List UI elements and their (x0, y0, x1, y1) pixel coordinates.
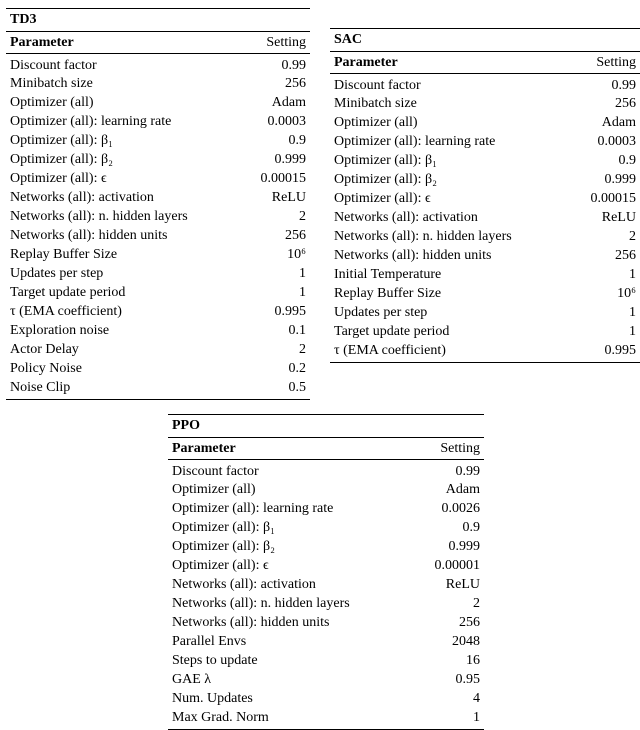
parameter-cell: Optimizer (all) (10, 95, 94, 111)
table-row (168, 594, 484, 613)
table-row (330, 95, 640, 114)
table-row (330, 303, 640, 322)
table-row (6, 264, 310, 283)
setting-cell: 0.9 (618, 153, 636, 169)
table-row (6, 75, 310, 94)
header-row (6, 32, 310, 54)
setting-cell: 1 (629, 304, 636, 320)
parameter-cell: Networks (all): hidden units (334, 248, 492, 264)
setting-cell: 1 (629, 267, 636, 283)
table-row (168, 556, 484, 575)
parameter-cell: GAE λ (172, 671, 212, 687)
table-row (6, 283, 310, 302)
table-row (6, 132, 310, 151)
parameter-cell: Optimizer (all): ϵ (10, 171, 107, 187)
parameter-cell: Optimizer (all): learning rate (10, 114, 172, 130)
table-row (168, 538, 484, 557)
parameter-cell: Networks (all): n. hidden layers (172, 596, 350, 612)
parameter-column-header: Parameter (330, 52, 572, 74)
table-row (6, 207, 310, 226)
table-row (6, 150, 310, 169)
parameter-cell: Replay Buffer Size (334, 285, 442, 301)
table-row (330, 170, 640, 189)
setting-cell: 16 (466, 653, 480, 669)
table-row (330, 284, 640, 303)
setting-cell: 0.99 (455, 463, 480, 479)
setting-cell: 1 (473, 709, 480, 725)
parameter-cell: Optimizer (all) (172, 482, 256, 498)
parameter-cell: Discount factor (334, 77, 421, 93)
table-row (6, 188, 310, 207)
setting-cell: 2 (629, 229, 636, 245)
setting-column-header: Setting (415, 438, 484, 460)
setting-cell: 0.999 (604, 172, 636, 188)
parameter-cell: Optimizer (all): β₁ (10, 133, 113, 149)
ppo-table-body (168, 460, 484, 730)
table-row (168, 460, 484, 481)
parameter-cell: Max Grad. Norm (172, 709, 269, 725)
setting-cell: 0.995 (274, 303, 306, 319)
setting-cell: 0.999 (448, 539, 480, 555)
setting-cell: ReLU (601, 210, 636, 226)
table-row (168, 708, 484, 729)
parameter-cell: Networks (all): hidden units (172, 615, 330, 631)
parameter-cell: Networks (all): activation (334, 210, 478, 226)
sac-table-body (330, 74, 640, 363)
setting-cell: 1 (299, 265, 306, 281)
parameter-cell: Networks (all): activation (10, 190, 154, 206)
setting-cell: 256 (615, 96, 636, 112)
parameter-cell: Steps to update (172, 653, 258, 669)
table-row (6, 169, 310, 188)
setting-cell: 256 (285, 76, 306, 92)
parameter-cell: Networks (all): activation (172, 577, 316, 593)
parameter-cell: Exploration noise (10, 322, 110, 338)
parameter-cell: Discount factor (172, 463, 259, 479)
parameter-cell: Optimizer (all): β₂ (334, 172, 437, 188)
setting-cell: 0.9 (288, 133, 306, 149)
td3-table-body (6, 54, 310, 400)
table-row (330, 322, 640, 341)
parameter-cell: Networks (all): n. hidden layers (10, 209, 188, 225)
sac-hyperparameters-table (330, 28, 640, 363)
parameter-cell: Initial Temperature (334, 267, 442, 283)
parameter-cell: Optimizer (all): β₁ (172, 520, 275, 536)
parameter-cell: Updates per step (334, 304, 428, 320)
setting-cell: Adam (271, 95, 306, 111)
setting-cell: 2 (473, 596, 480, 612)
parameter-cell: Policy Noise (10, 360, 82, 376)
setting-cell: 2 (299, 209, 306, 225)
setting-cell: 10⁶ (617, 285, 636, 301)
table-row (330, 208, 640, 227)
table-row (168, 500, 484, 519)
parameter-cell: Optimizer (all): ϵ (172, 558, 269, 574)
setting-cell: 0.2 (288, 360, 306, 376)
table-row (6, 340, 310, 359)
parameter-cell: Num. Updates (172, 690, 253, 706)
table-row (168, 613, 484, 632)
setting-cell: Adam (445, 482, 480, 498)
setting-cell: 0.00001 (434, 558, 480, 574)
table-row (330, 133, 640, 152)
ppo-table (168, 438, 484, 730)
table-row (168, 575, 484, 594)
parameter-column-header: Parameter (168, 438, 415, 460)
setting-cell: 0.00015 (260, 171, 306, 187)
setting-cell: 1 (299, 284, 306, 300)
table-row (168, 689, 484, 708)
table-row (6, 113, 310, 132)
parameter-cell: Optimizer (all): β₂ (10, 152, 113, 168)
parameter-cell: Networks (all): hidden units (10, 228, 168, 244)
table-row (330, 74, 640, 95)
setting-cell: 0.9 (462, 520, 480, 536)
parameter-cell: Replay Buffer Size (10, 247, 118, 263)
setting-cell: 0.00015 (590, 191, 636, 207)
parameter-cell: Optimizer (all): learning rate (172, 501, 334, 517)
table-row (6, 378, 310, 399)
table-row (168, 481, 484, 500)
setting-cell: 1 (629, 323, 636, 339)
table-row (330, 265, 640, 284)
setting-cell: 0.99 (281, 57, 306, 73)
parameter-column-header: Parameter (6, 32, 243, 54)
parameter-cell: Target update period (334, 323, 450, 339)
ppo-table-header (168, 438, 484, 460)
setting-cell: 0.0026 (441, 501, 480, 517)
setting-cell: 256 (459, 615, 480, 631)
td3-table-title: TD3 (6, 8, 310, 32)
setting-column-header: Setting (243, 32, 310, 54)
table-row (6, 54, 310, 75)
td3-table-header (6, 32, 310, 54)
parameter-cell: τ (EMA coefficient) (10, 303, 122, 319)
setting-cell: 0.0003 (597, 134, 636, 150)
table-row (6, 226, 310, 245)
setting-cell: 0.5 (288, 379, 306, 395)
table-row (168, 670, 484, 689)
setting-column-header: Setting (572, 52, 640, 74)
setting-cell: 2 (299, 341, 306, 357)
table-row (330, 341, 640, 362)
setting-cell: 256 (615, 248, 636, 264)
table-row (330, 189, 640, 208)
setting-cell: 256 (285, 228, 306, 244)
table-row (6, 245, 310, 264)
sac-table (330, 52, 640, 363)
parameter-cell: Optimizer (all): β₁ (334, 153, 437, 169)
parameter-cell: τ (EMA coefficient) (334, 342, 446, 358)
table-row (330, 152, 640, 171)
td3-hyperparameters-table (6, 8, 310, 400)
parameter-cell: Optimizer (all): ϵ (334, 191, 431, 207)
parameter-cell: Optimizer (all) (334, 115, 418, 131)
parameter-cell: Target update period (10, 284, 126, 300)
parameter-cell: Optimizer (all): learning rate (334, 134, 496, 150)
setting-cell: 0.95 (455, 671, 480, 687)
parameter-cell: Networks (all): n. hidden layers (334, 229, 512, 245)
table-row (330, 114, 640, 133)
table-row (168, 632, 484, 651)
parameter-cell: Optimizer (all): β₂ (172, 539, 275, 555)
table-row (330, 246, 640, 265)
setting-cell: 2048 (452, 634, 480, 650)
sac-table-title: SAC (330, 28, 640, 52)
table-row (330, 227, 640, 246)
ppo-hyperparameters-table (168, 414, 484, 730)
setting-cell: 0.1 (288, 322, 306, 338)
setting-cell: 0.999 (274, 152, 306, 168)
header-row (168, 438, 484, 460)
table-row (6, 321, 310, 340)
table-row (168, 519, 484, 538)
table-row (168, 651, 484, 670)
parameter-cell: Minibatch size (334, 96, 417, 112)
td3-table (6, 32, 310, 400)
setting-cell: 10⁶ (287, 247, 306, 263)
table-row (6, 94, 310, 113)
header-row (330, 52, 640, 74)
setting-cell: 0.995 (604, 342, 636, 358)
table-row (6, 359, 310, 378)
sac-table-header (330, 52, 640, 74)
setting-cell: 0.99 (611, 77, 636, 93)
parameter-cell: Actor Delay (10, 341, 79, 357)
parameter-cell: Minibatch size (10, 76, 93, 92)
parameter-cell: Updates per step (10, 265, 104, 281)
table-row (6, 302, 310, 321)
parameter-cell: Noise Clip (10, 379, 71, 395)
setting-cell: ReLU (445, 577, 480, 593)
parameter-cell: Discount factor (10, 57, 97, 73)
ppo-table-title: PPO (168, 414, 484, 438)
parameter-cell: Parallel Envs (172, 634, 247, 650)
setting-cell: ReLU (271, 190, 306, 206)
setting-cell: Adam (601, 115, 636, 131)
setting-cell: 4 (473, 690, 480, 706)
setting-cell: 0.0003 (267, 114, 306, 130)
